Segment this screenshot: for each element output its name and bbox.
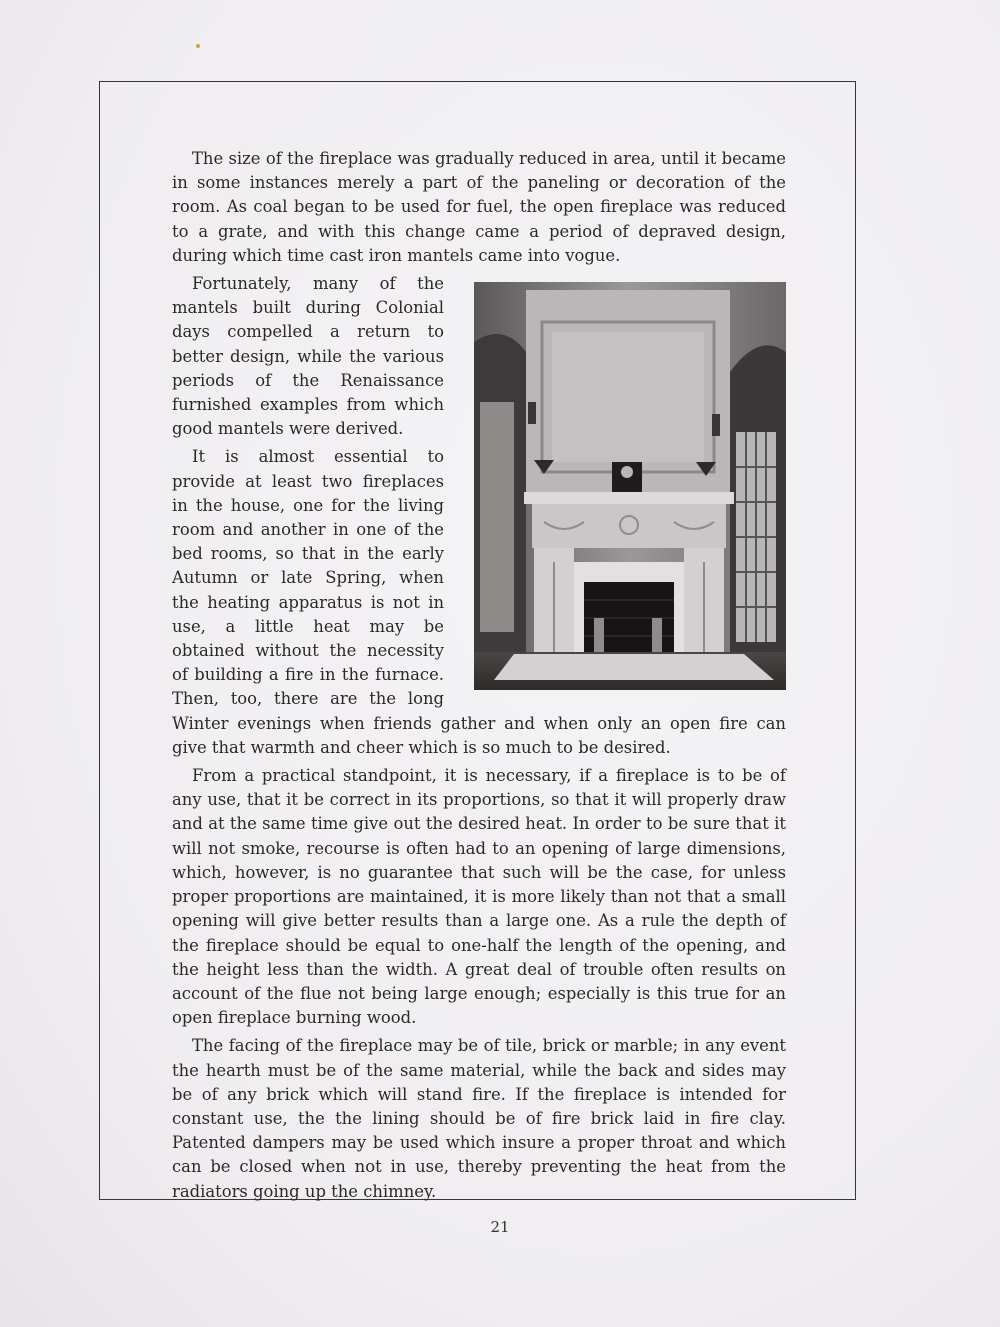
- body-text: [172, 147, 786, 1208]
- paragraph-2: Fortunately, many of the mantels built during Colonial days compelled a return to better design, while the various periods of the Renaissance furnished examples from which good mantels were derived.: [172, 274, 444, 439]
- paper-speck: [196, 44, 200, 48]
- page-number: 21: [490, 1218, 510, 1236]
- fireplace-photograph: [474, 282, 786, 690]
- paragraph-1: The size of the fireplace was gradually reduced in area, until it became in some instances merely a part of the paneling or decoration of the room. As coal began to be used for fuel, the open fireplace was reduced to a grate, and with this change came a period of depraved design, during which time cast iron mantels came into vogue.: [172, 149, 786, 265]
- fireplace-photo-drawing: [474, 282, 786, 690]
- paragraph-5: The facing of the fireplace may be of tile, brick or marble; in any event the hearth must be of the same material, while the back and sides may be of any brick which will stand fire. If the fireplace is intended for constant use, the the lining should be of fire brick laid in fire clay. Patented dampers may be used which insure a proper throat and which can be closed when not in use, thereby preventing the heat from the radiators going up the chimney.: [172, 1036, 786, 1201]
- paragraph-4: From a practical standpoint, it is necessary, if a fireplace is to be of any use, that it be correct in its proportions, so that it will properly draw and at the same time give out the desired heat. In order to be sure that it will not smoke, recourse is often had to an opening of large dimensions, which, however, is no guarantee that such will be the case, for unless proper proportions are maintained, it is more likely than not that a small opening will give better results than a large one. As a rule the depth of the fireplace should be equal to one-half the length of the opening, and the height less than the width. A great deal of trouble often results on account of the flue not being large enough; especially is this true for an open fireplace burning wood.: [172, 766, 786, 1028]
- paragraph-3: It is almost essential to provide at least two fireplaces in the house, one for the living room and another in one of the bed rooms, so that in the early Autumn or late Spring, when the heating apparatus is not in use, a little heat may be obtained without the necessity of building a fire in the furnace. Then, too, there are the long Winter evenings when friends gather and when only an open fire can give that warmth and cheer which is so much to be desired.: [172, 447, 786, 757]
